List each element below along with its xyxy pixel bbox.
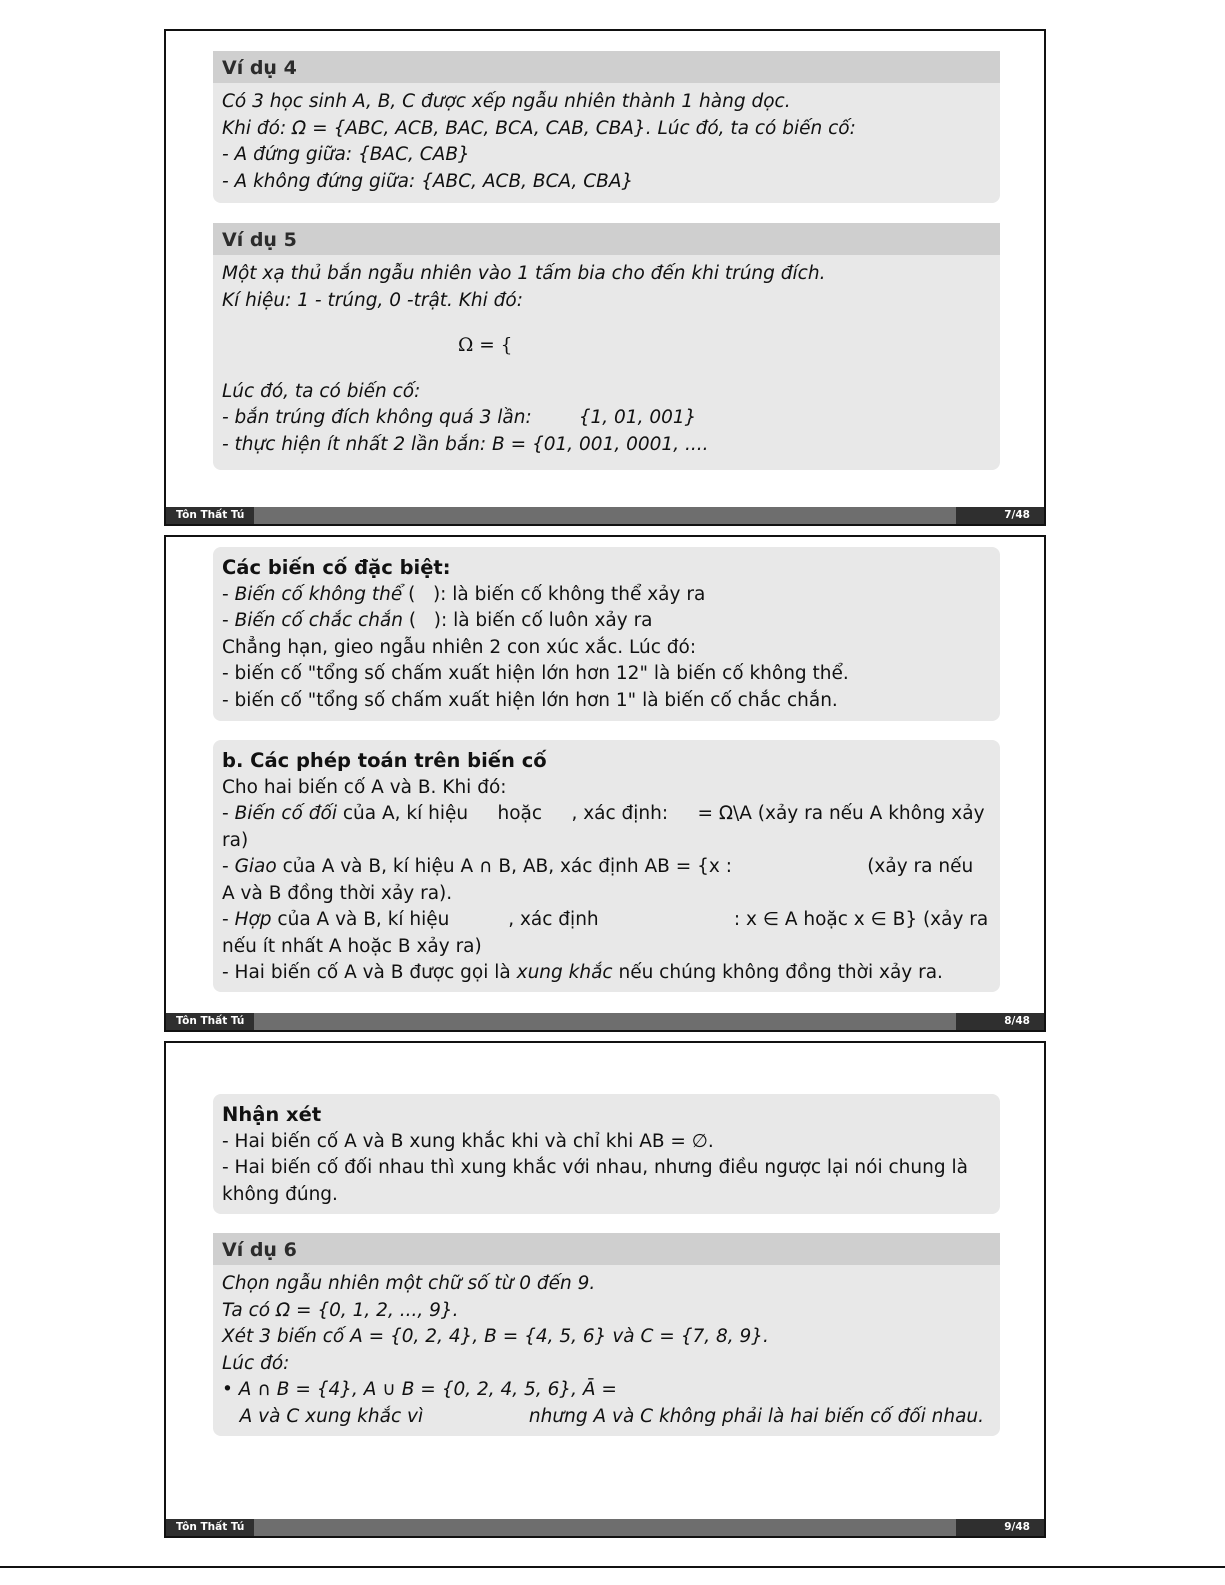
operations-line: - Hai biến cố A và B được gọi là xung khắc nếu chúng không đồng thời xảy ra.: [222, 962, 943, 983]
example-4-line: Khi đó: Ω = {ABC, ACB, BAC, BCA, CAB, CBA}. Lúc đó, ta có biến cố:: [222, 117, 856, 139]
example-6-line: Lúc đó:: [222, 1352, 290, 1374]
slide-8: [164, 535, 1046, 1032]
example-5-line: Một xạ thủ bắn ngẫu nhiên vào 1 tấm bia cho đến khi trúng đích.: [222, 263, 826, 284]
example-4-line: Có 3 học sinh A, B, C được xếp ngẫu nhiên thành 1 hàng dọc.: [222, 91, 791, 112]
operations-line: - Biến cố đối của A, kí hiệu hoặc , xác định: = Ω\A (xảy ra nếu A không xảy ra): [222, 803, 991, 851]
special-events-line: - biến cố "tổng số chấm xuất hiện lớn hơn 1" là biến cố chắc chắn.: [222, 689, 838, 711]
slide-footer: [166, 1013, 1044, 1030]
remark-block: [213, 1094, 1000, 1214]
example-5-block: [213, 223, 1000, 470]
example-5-title: Ví dụ 5: [213, 223, 1000, 255]
special-events-line: Chẳng hạn, gieo ngẫu nhiên 2 con xúc xắc. Lúc đó:: [222, 636, 697, 658]
operations-line: - Giao của A và B, kí hiệu A ∩ B, AB, xác định AB = {x : (xảy ra nếu A và B đồng thời xảy ra).: [222, 856, 980, 904]
special-events-line: - biến cố "tổng số chấm xuất hiện lớn hơn 12" là biến cố không thể.: [222, 663, 849, 684]
footer-author: Tôn Thất Tú: [166, 1519, 254, 1536]
operations-heading: b. Các phép toán trên biến cố: [222, 749, 547, 772]
footer-page-number: 9/48: [956, 1519, 1044, 1536]
footer-page-number: 7/48: [956, 507, 1044, 524]
example-6-title: Ví dụ 6: [213, 1233, 1000, 1265]
example-4-line: - A đứng giữa: {BAC, CAB}: [222, 144, 470, 165]
example-5-line: - bắn trúng đích không quá 3 lần: {1, 01, 001}: [222, 407, 697, 428]
special-events-line: - Biến cố không thể ( ): là biến cố không thể xảy ra: [222, 583, 706, 605]
example-6-line: Xét 3 biến cố A = {0, 2, 4}, B = {4, 5, 6} và C = {7, 8, 9}.: [222, 1326, 769, 1347]
footer-page-number: 8/48: [956, 1013, 1044, 1030]
example-5-line: Lúc đó, ta có biến cố:: [222, 380, 421, 402]
example-6-block: [213, 1233, 1000, 1436]
example-6-line: Ta có Ω = {0, 1, 2, ..., 9}.: [222, 1299, 459, 1321]
slide-7: [164, 29, 1046, 526]
slide-9: [164, 1041, 1046, 1538]
operations-line: Cho hai biến cố A và B. Khi đó:: [222, 776, 507, 798]
footer-author: Tôn Thất Tú: [166, 507, 254, 524]
remark-heading: Nhận xét: [222, 1103, 322, 1126]
operations-line: - Hợp của A và B, kí hiệu , xác định : x ∈ A hoặc x ∈ B} (xảy ra nếu ít nhất A hoặc B xảy ra): [222, 909, 995, 957]
special-events-block: [213, 547, 1000, 721]
example-4-line: - A không đứng giữa: {ABC, ACB, BCA, CBA}: [222, 170, 634, 192]
remark-line: - Hai biến cố đối nhau thì xung khắc với nhau, nhưng điều ngược lại nói chung là không đúng.: [222, 1157, 968, 1205]
special-events-heading: Các biến cố đặc biệt:: [222, 556, 451, 579]
operations-block: [213, 740, 1000, 992]
page-bottom-rule: [0, 1566, 1225, 1568]
example-6-line: Chọn ngẫu nhiên một chữ số từ 0 đến 9.: [222, 1273, 596, 1294]
example-5-line: Kí hiệu: 1 - trúng, 0 -trật. Khi đó:: [222, 289, 523, 311]
slide-footer: [166, 1519, 1044, 1536]
footer-author: Tôn Thất Tú: [166, 1013, 254, 1030]
example-4-title: Ví dụ 4: [213, 51, 1000, 83]
example-6-line: • A ∩ B = {4}, A ∪ B = {0, 2, 4, 5, 6}, Ā =: [222, 1379, 617, 1400]
example-5-line: - thực hiện ít nhất 2 lần bắn: B = {01, 001, 0001, ....: [222, 433, 709, 455]
slide-footer: [166, 507, 1044, 524]
example-4-block: [213, 51, 1000, 203]
example-5-formula: Ω = {: [458, 335, 513, 356]
special-events-line: - Biến cố chắc chắn ( ): là biến cố luôn xảy ra: [222, 610, 653, 631]
example-6-line: A và C xung khắc vì nhưng A và C không phải là hai biến cố đối nhau.: [222, 1405, 985, 1427]
remark-line: - Hai biến cố A và B xung khắc khi và chỉ khi AB = ∅.: [222, 1130, 714, 1152]
